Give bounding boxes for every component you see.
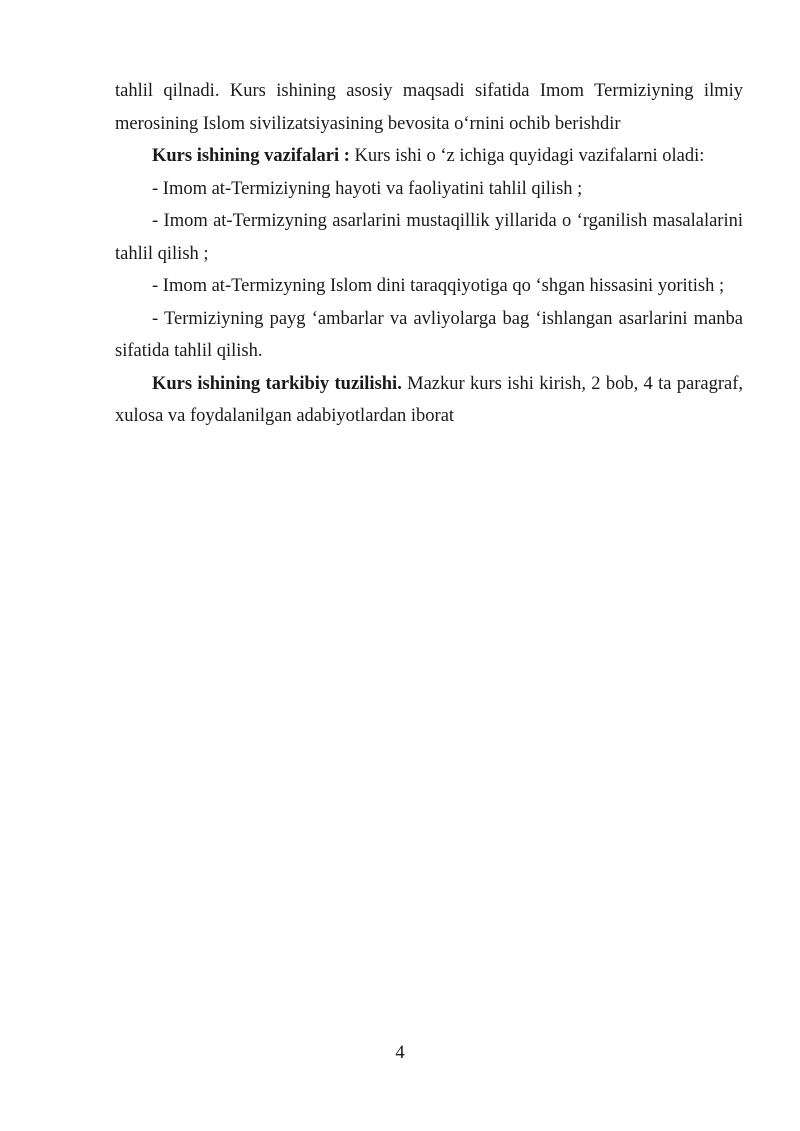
task-item: - Termiziyning payg ‘ambarlar va avliyolarga bag ‘ishlangan asarlarini manba sifatida tahlil qilish. xyxy=(115,308,743,361)
task-item: - Imom at-Termiziyning hayoti va faoliyatini tahlil qilish ; xyxy=(152,178,583,199)
structure-text: Mazkur kurs ishi kirish, 2 bob, 4 ta paragraf, xulosa va foydalanilgan adabiyotlardan iborat xyxy=(115,373,743,426)
tasks-text: Kurs ishi o ‘z ichiga quyidagi vazifalarni oladi: xyxy=(349,146,705,166)
task-item: - Imom at-Termizyning asarlarini mustaqillik yillarida o ‘rganilish masalalarini tahlil qilish ; xyxy=(115,211,743,264)
structure-paragraph xyxy=(115,368,743,433)
task-item: - Imom at-Termizyning Islom dini taraqqiyotiga qo ‘shgan hissasini yoritish ; xyxy=(152,276,725,296)
tasks-paragraph xyxy=(115,140,743,173)
structure-heading: Kurs ishining tarkibiy tuzilishi. xyxy=(152,373,402,394)
intro-paragraph: tahlil qilnadi. Kurs ishining asosiy maqsadi sifatida Imom Termiziyning ilmiy merosining Islom sivilizatsiyasining bevosita o‘rnini ochib berishdir xyxy=(115,81,743,134)
page-body xyxy=(115,75,743,433)
page-number: 4 xyxy=(395,1043,405,1063)
tasks-heading: Kurs ishining vazifalari : xyxy=(152,146,350,166)
